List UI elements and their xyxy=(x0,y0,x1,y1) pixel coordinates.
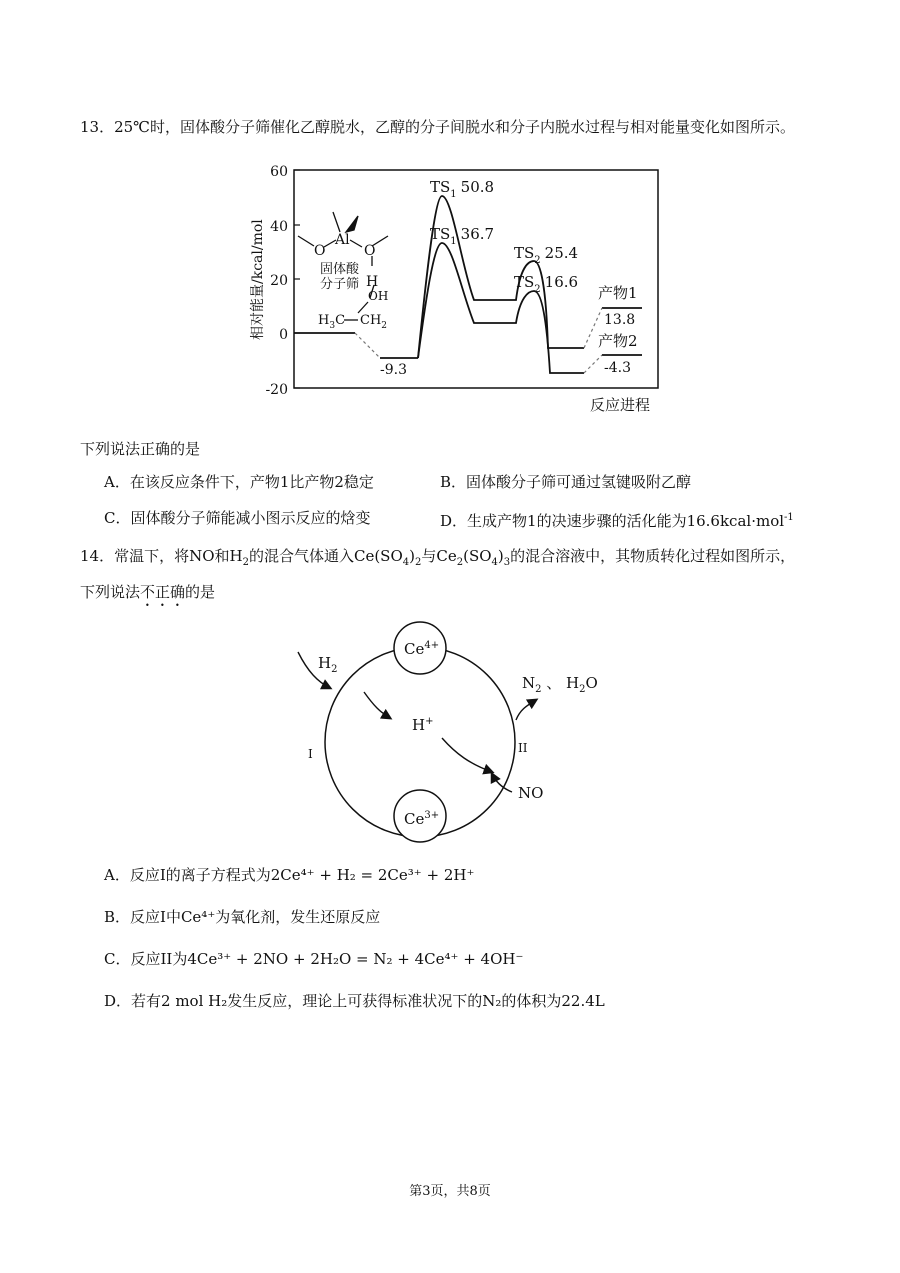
catalyst-label-1: 固体酸 xyxy=(320,262,360,277)
hplus-to-ce3-arrow xyxy=(442,738,492,772)
x-axis-label: 反应进程 xyxy=(590,396,651,414)
q14-option-d: D．若有2 mol H₂发生反应，理论上可获得标准状况下的N₂的体积为22.4L xyxy=(104,992,605,1010)
q14-option-a: A．反应I的离子方程式为2Ce⁴⁺ + H₂ = 2Ce³⁺ + 2H⁺ xyxy=(104,866,475,884)
lower-path xyxy=(418,243,584,373)
al-atom: Al xyxy=(335,232,350,248)
h2-to-hplus-arrow xyxy=(364,692,390,718)
oh-group: OH xyxy=(368,289,389,303)
q13-stem: 13．25℃时，固体酸分子筛催化乙醇脱水，乙醇的分子间脱水和分子内脱水过程与相对能量变化如图所示。 xyxy=(80,118,795,136)
ce3-label: $Ce^{3+}$ xyxy=(404,810,440,828)
q13-option-d: D．生成产物1的决速步骤的活化能为16.6kcal·mol$^{-1}$ xyxy=(440,512,794,530)
h2-label: $H_2$ xyxy=(318,654,338,675)
no-label: NO xyxy=(518,784,544,802)
product2-value: -4.3 xyxy=(604,360,631,376)
ytick-0: 0 xyxy=(279,327,288,343)
q13-option-a: A．在该反应条件下，产物1比产物2稳定 xyxy=(104,473,374,491)
h3c-group: $H_3C$ xyxy=(318,313,346,331)
hplus-label: H+ xyxy=(412,716,434,734)
q14-stem-line1: 14．常温下，将NO和$H_2$的混合气体通入$Ce(SO_4)_2$与$Ce_2(SO_4)_3$的混合溶液中，其物质转化过程如图所示， xyxy=(80,547,796,568)
q14-stem-line2: 下列说法不正确的是 xyxy=(80,583,216,601)
product1-value: 13.8 xyxy=(604,312,636,328)
reaction-ii-label: II xyxy=(518,741,528,755)
products-label: $N_2$ 、 $H_2O$ xyxy=(522,674,598,695)
ytick-40: 40 xyxy=(270,219,288,235)
q14-cycle-diagram xyxy=(280,612,640,872)
ch2-group: $CH_2$ xyxy=(360,313,388,331)
reaction-i-label: I xyxy=(308,747,313,761)
q13-option-c: C．固体酸分子筛能减小图示反应的焓变 xyxy=(104,509,371,527)
product2-label: 产物2 xyxy=(598,332,638,350)
desorb-dash xyxy=(355,333,380,358)
q14-option-b: B．反应I中Ce⁴⁺为氧化剂，发生还原反应 xyxy=(104,908,381,926)
catalyst-label-2: 分子筛 xyxy=(320,277,360,292)
n2-out-arrow xyxy=(516,700,536,720)
ytick-60: 60 xyxy=(270,164,288,180)
q13-energy-chart xyxy=(240,158,680,418)
ytick-neg20: -20 xyxy=(265,382,288,398)
emphasized-text: 不正确 xyxy=(140,583,186,601)
q13-option-b: B．固体酸分子筛可通过氢键吸附乙醇 xyxy=(440,473,692,491)
product2-dash xyxy=(584,355,602,373)
h-atom: H xyxy=(366,274,379,290)
q14-option-c: C．反应II为4Ce³⁺ + 2NO + 2H₂O = N₂ + 4Ce⁴⁺ + 4OH⁻ xyxy=(104,950,524,968)
o-atom-right: O xyxy=(364,243,376,259)
o-atom-left: O xyxy=(314,243,326,259)
ce4-label: $Ce^{4+}$ xyxy=(404,640,440,658)
ts1-high-label: $TS_1$ 50.8 xyxy=(430,178,495,200)
ts2-high-label: $TS_2$ 25.4 xyxy=(514,244,579,266)
page-footer: 第3页，共8页 xyxy=(409,1184,491,1199)
y-axis-label: 相对能量/kcal/mol xyxy=(250,219,266,340)
ts1-low-label: $TS_1$ 36.7 xyxy=(430,225,495,247)
q13-prompt: 下列说法正确的是 xyxy=(80,440,201,458)
ts2-low-label: $TS_2$ 16.6 xyxy=(514,273,579,295)
product1-label: 产物1 xyxy=(598,284,638,302)
ytick-20: 20 xyxy=(270,273,288,289)
start-energy-label: -9.3 xyxy=(380,362,407,378)
